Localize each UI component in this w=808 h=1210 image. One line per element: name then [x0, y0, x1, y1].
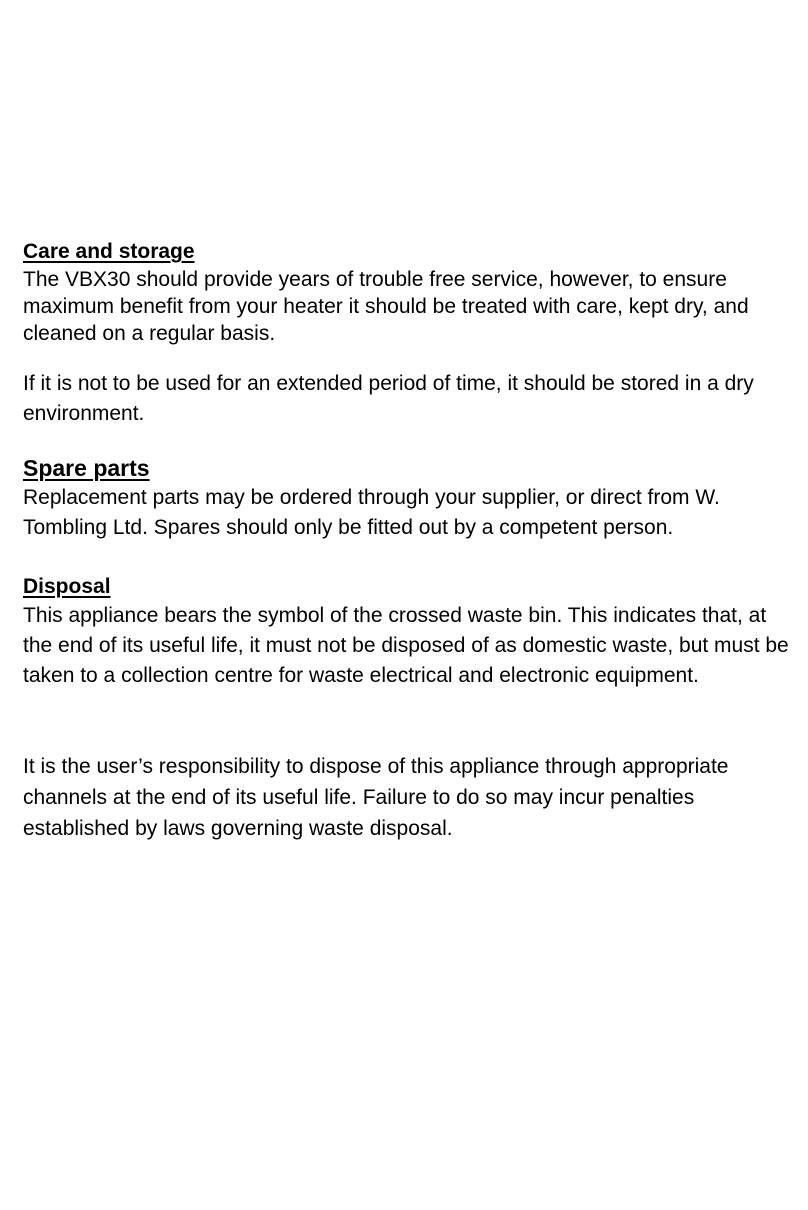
document-page: [23, 238, 798, 844]
care-paragraph-1: The VBX30 should provide years of trouble free service, however, to ensure maximum benefit from your heater it should be treated with care, kept dry, and cleaned on a regular basis.: [23, 268, 749, 345]
spare-parts-section: [23, 453, 798, 543]
care-and-storage-section: [23, 238, 798, 429]
spare-parts-paragraph: Replacement parts may be ordered through your supplier, or direct from W. Tombling Ltd. Spares should only be fitted out by a competent person.: [23, 486, 720, 539]
disposal-paragraph-2: It is the user’s responsibility to dispose of this appliance through appropriate channels at the end of its useful life. Failure to do so may incur penalties established by laws governing waste disposal.: [23, 755, 729, 840]
disposal-heading: Disposal: [23, 575, 111, 598]
disposal-paragraph-1: This appliance bears the symbol of the crossed waste bin. This indicates that, at the end of its useful life, it must not be disposed of as domestic waste, but must be taken to a collection centre for waste electrical and electronic equipment.: [23, 604, 789, 687]
spare-parts-heading: Spare parts: [23, 455, 150, 481]
care-and-storage-heading: Care and storage: [23, 240, 195, 263]
care-paragraph-2: If it is not to be used for an extended period of time, it should be stored in a dry environment.: [23, 372, 754, 425]
disposal-section: [23, 573, 798, 844]
